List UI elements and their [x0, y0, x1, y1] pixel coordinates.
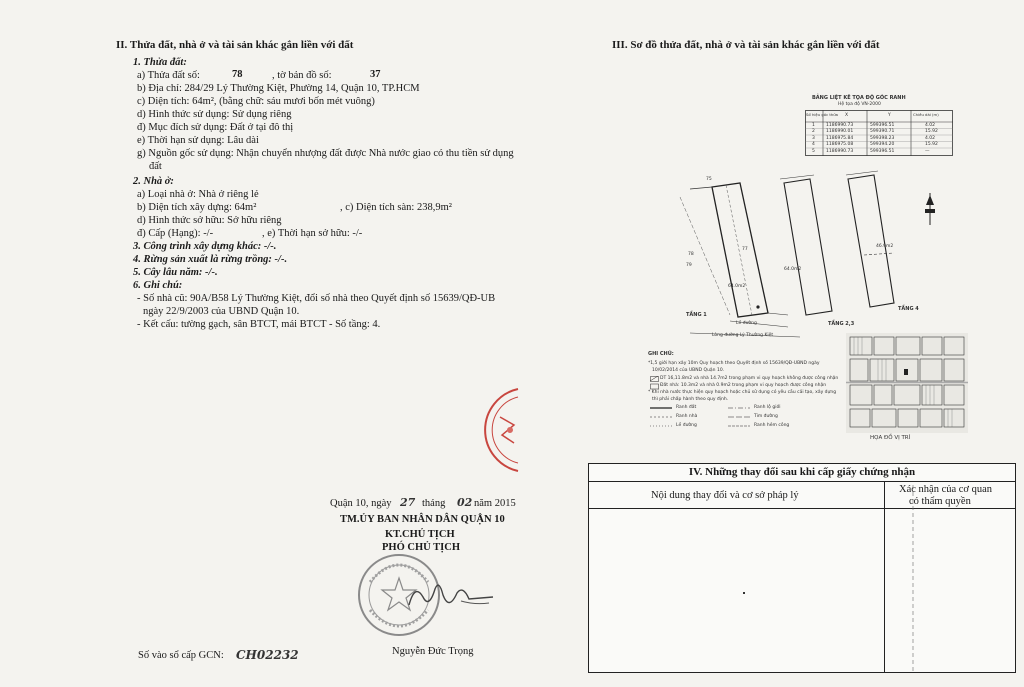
legend-line-3: Đất nhà: 10.3m2 và nhà 0.9m2 trong phạm vi quy hoạch được công nhận [660, 383, 827, 388]
coord-r1-y: 599390.71 [870, 129, 895, 134]
land-parcel-number: 78 [232, 69, 243, 80]
coord-r3-id: 4 [812, 142, 815, 147]
date-month-label: tháng [422, 498, 446, 509]
coord-r1-id: 2 [812, 129, 815, 134]
label-79: 79 [686, 263, 692, 268]
coord-r4-id: 5 [812, 149, 815, 154]
signing-title: KT.CHỦ TỊCH [385, 529, 455, 540]
changes-col-content [589, 482, 885, 672]
date-prefix: Quận 10, ngày [330, 498, 392, 509]
land-origin-cont: đất [149, 161, 162, 172]
area-floor1: 64.0m2 [728, 284, 746, 289]
house-ownership: d) Hình thức sở hữu: Sở hữu riêng [137, 215, 282, 226]
legend-line-1: 10/02/2014 của UBND Quận 10. [652, 368, 725, 373]
land-use-term: e) Thời hạn sử dụng: Lâu dài [137, 135, 259, 146]
signing-authority: TM.ỦY BAN NHÂN DÂN QUẬN 10 [340, 514, 505, 525]
coord-r0-id: 1 [812, 123, 815, 128]
legend-item-2: Ranh nhà [676, 414, 698, 419]
coord-r2-len: 4.02 [925, 136, 936, 141]
signer-name: Nguyễn Đức Trọng [392, 646, 474, 657]
coord-r2-id: 3 [812, 136, 815, 141]
land-map-sheet-number: 37 [370, 69, 381, 80]
label-floor4: TẦNG 4 [898, 306, 919, 312]
coord-head-x: X [845, 113, 849, 118]
scan-dot [743, 592, 745, 594]
forest: 4. Rừng sản xuất là rừng trồng: -/-. [133, 254, 288, 265]
legend-item-4: Lề đường [676, 423, 697, 428]
legend-line-0: *1,5 giới hạn xây 10m Quy hoạch theo Quyết định số 15639/QĐ-UBND ngày [648, 361, 820, 366]
land-heading: 1. Thửa đất: [133, 57, 187, 68]
changes-table-title: IV. Những thay đổi sau khi cấp giấy chứng nhận [589, 464, 1015, 482]
label-77: 77 [742, 247, 748, 252]
legend-heading: GHI CHÚ: [648, 351, 674, 357]
coord-r3-y: 599394.20 [870, 142, 895, 147]
coord-r2-x: 1186975.84 [826, 136, 854, 141]
house-heading: 2. Nhà ở: [133, 176, 174, 187]
coord-r3-x: 1186975.08 [826, 142, 854, 147]
notes-heading: 6. Ghi chú: [133, 280, 183, 291]
date-day: 27 [400, 496, 416, 509]
coord-r0-len: 4.02 [925, 123, 936, 128]
legend-line-2: DT 16,11.8m2 và nhà 14.7m2 trong phạm vi quy hoạch không được công nhận [660, 376, 839, 381]
legend-line-4: * Khi nhà nước thực hiện quy hoạch hoặc chủ sử dụng có yêu cầu cải tạo, xây dựng [648, 390, 837, 395]
coord-r4-x: 1186990.73 [826, 149, 854, 154]
label-floor1: TẦNG 1 [686, 312, 707, 318]
legend-item-3: Tim đường [754, 414, 778, 419]
label-floor23: TẦNG 2,3 [828, 321, 855, 327]
coord-r1-len: 15.92 [925, 129, 938, 134]
house-type: a) Loại nhà ở: Nhà ở riêng lẻ [137, 189, 259, 200]
signing-vice: PHÓ CHỦ TỊCH [382, 542, 460, 553]
house-floor-area: , c) Diện tích sàn: 238,9m² [340, 202, 452, 213]
coord-table-title: BẢNG LIỆT KÊ TỌA ĐỘ GÓC RANH [812, 95, 906, 101]
coord-table-subtitle: Hệ tọa độ VN-2000 [838, 102, 881, 107]
gcn-number: CH02232 [236, 648, 299, 662]
area-floor4: 46.9m2 [876, 244, 894, 249]
land-use-form: d) Hình thức sử dụng: Sử dụng riêng [137, 109, 292, 120]
coord-head-0: Số hiệu góc thửa [806, 112, 839, 117]
red-stamp-partial [470, 385, 520, 475]
coord-r0-x: 1186990.73 [826, 123, 854, 128]
other-works: 3. Công trình xây dựng khác: -/-. [133, 241, 277, 252]
coord-r2-y: 599398.23 [870, 136, 895, 141]
note-decision-date: ngày 22/9/2003 của UBND Quận 10. [143, 306, 300, 317]
perennial-trees: 5. Cây lâu năm: -/-. [133, 267, 218, 278]
coord-r1-x: 1186990.01 [826, 129, 854, 134]
date-month: 02 [457, 496, 473, 509]
house-ownership-term: , e) Thời hạn sở hữu: -/- [262, 228, 363, 239]
legend-item-0: Ranh đất [676, 405, 697, 410]
coord-head-y: Y [888, 113, 891, 118]
changes-col2-label-2: có thẩm quyền [909, 496, 971, 507]
coord-r3-len: 15.92 [925, 142, 938, 147]
label-parcel: 78 [688, 252, 694, 257]
legend-item-1: Ranh lộ giới [754, 405, 781, 410]
land-a-label: a) Thửa đất số: [137, 70, 200, 81]
legend-hatch-swatch [650, 376, 660, 390]
coord-r4-y: 599396.51 [870, 149, 895, 154]
locator-map [846, 333, 968, 433]
changes-table [588, 463, 1016, 673]
label-75: 75 [706, 177, 712, 182]
legend-item-5: Ranh hẻm công [754, 423, 790, 428]
date-year: năm 2015 [474, 498, 516, 509]
area-floor23: 64.0m2 [784, 267, 802, 272]
locator-caption: HỌA ĐỒ VỊ TRÍ [870, 435, 911, 441]
land-origin: g) Nguồn gốc sử dụng: Nhận chuyển nhượng đất được Nhà nước giao có thu tiền sử dụng [137, 148, 514, 159]
changes-col2-label-1: Xác nhận của cơ quan [899, 484, 993, 495]
changes-col1-label: Nội dung thay đổi và cơ sở pháp lý [651, 490, 799, 501]
dashed-margin-line [903, 485, 923, 671]
land-map-sheet-label: , tờ bản đồ số: [272, 70, 332, 81]
floor-plans-drawing [660, 165, 950, 345]
land-area: c) Diện tích: 64m², (bằng chữ: sáu mươi bốn mét vuông) [137, 96, 375, 107]
land-use-purpose: đ) Mục đích sử dụng: Đất ở tại đô thị [137, 122, 294, 133]
note-old-number: - Số nhà cũ: 90A/B58 Lý Thường Kiệt, đổi số nhà theo Quyết định số 15639/QĐ-UB [137, 293, 496, 304]
house-built-area: b) Diện tích xây dựng: 64m² [137, 202, 257, 213]
legend-line-5: thì phải chấp hành theo quy định. [652, 397, 729, 402]
gcn-label: Số vào sổ cấp GCN: [138, 650, 224, 661]
section-iii-title: III. Sơ đồ thửa đất, nhà ở và tài sản khác gắn liền với đất [612, 39, 880, 51]
signature [405, 575, 500, 615]
changes-col-content-head [589, 482, 884, 509]
label-curb: Lề đường [736, 321, 757, 326]
note-structure: - Kết cấu: tường gạch, sân BTCT, mái BTCT - Số tầng: 4. [137, 319, 381, 330]
land-address: b) Địa chỉ: 284/29 Lý Thường Kiệt, Phường 14, Quận 10, TP.HCM [137, 83, 420, 94]
coord-head-len: Chiều dài (m) [913, 112, 939, 117]
section-ii-title: II. Thửa đất, nhà ở và tài sản khác gắn liền với đất [116, 39, 354, 51]
coord-r0-y: 599396.51 [870, 123, 895, 128]
coord-r4-len: — [925, 149, 930, 154]
house-grade: đ) Cấp (Hạng): -/- [137, 228, 214, 239]
label-road: Lòng đường Lý Thường Kiệt [712, 333, 774, 338]
